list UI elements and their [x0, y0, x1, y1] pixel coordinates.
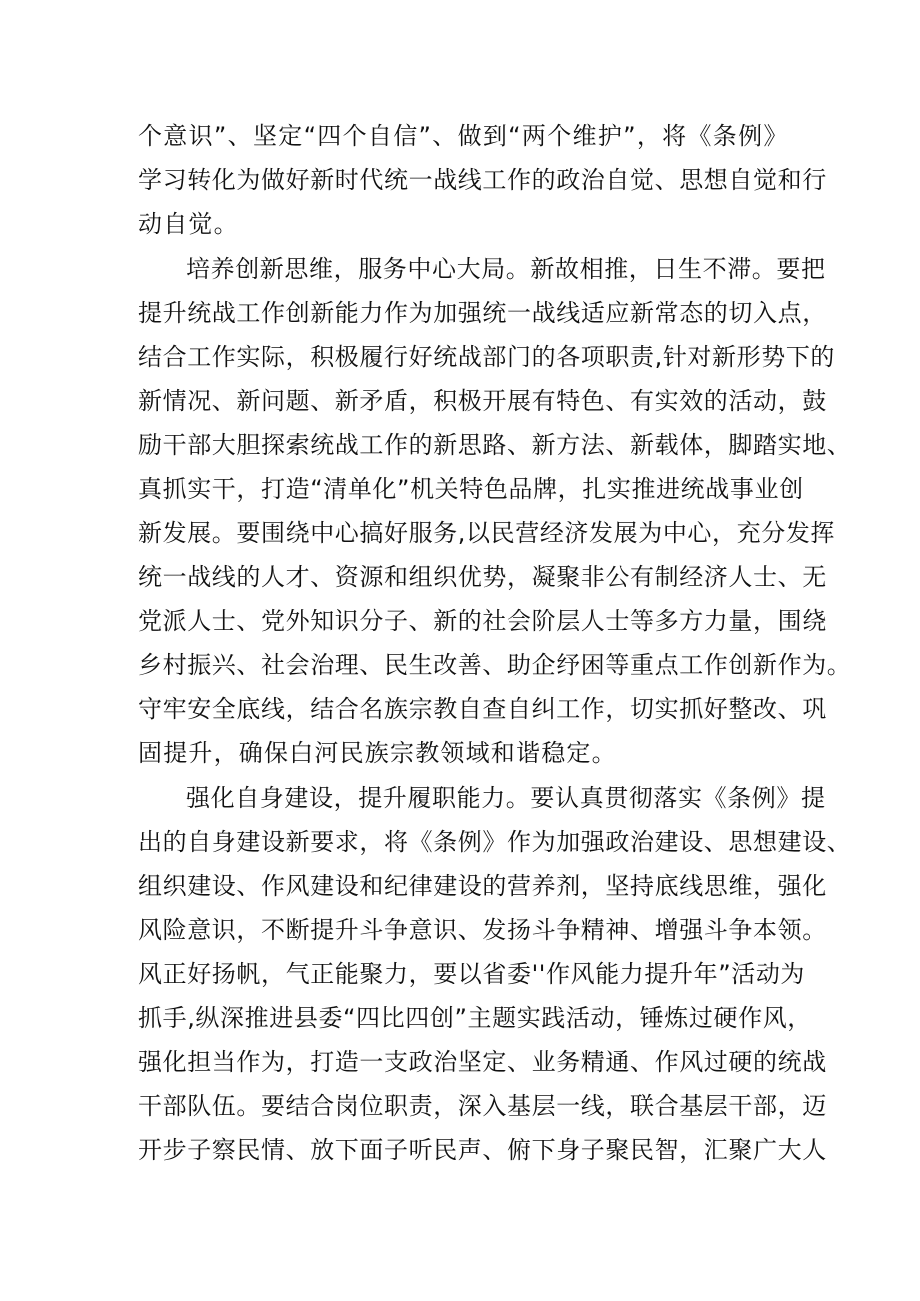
- text-line: 固提升，确保白河民族宗教领域和谐稳定。: [138, 739, 617, 767]
- text-line: 强化自身建设，提升履职能力。要认真贯彻落实《条例》提: [186, 784, 826, 812]
- text-line: 干部队伍。要结合岗位职责，深入基层一线，联合基层干部，迈: [138, 1092, 827, 1120]
- text-line: 动自觉。: [138, 210, 239, 238]
- text-line: 提升统战工作创新能力作为加强统一战线适应新常态的切入点，: [138, 299, 827, 327]
- text-line: 风险意识，不断提升斗争意识、发扬斗争精神、增强斗争本领。: [138, 916, 827, 944]
- text-line: 乡村振兴、社会治理、民生改善、助企纾困等重点工作创新作为。: [138, 651, 852, 679]
- text-line: 新情况、新问题、新矛盾，积极开展有特色、有实效的活动，鼓: [138, 387, 827, 415]
- text-line: 出的自身建设新要求，将《条例》作为加强政治建设、思想建设、: [138, 828, 852, 856]
- text-line: 守牢安全底线，结合名族宗教自查自纠工作，切实抓好整改、巩: [138, 695, 827, 723]
- text-line: 个意识”、坚定“四个自信”、做到“两个维护”，将《条例》: [138, 122, 788, 150]
- text-line: 统一战线的人才、资源和组织优势，凝聚非公有制经济人士、无: [138, 563, 827, 591]
- text-line: 励干部大胆探索统战工作的新思路、新方法、新载体，脚踏实地、: [138, 431, 852, 459]
- text-line: 培养创新思维，服务中心大局。新故相推，日生不滞。要把: [186, 255, 826, 283]
- text-line: 党派人士、党外知识分子、新的社会阶层人士等多方力量，围绕: [138, 607, 827, 635]
- text-line: 新发展。要围绕中心搞好服务,以民营经济发展为中心，充分发挥: [138, 519, 836, 547]
- text-line: 学习转化为做好新时代统一战线工作的政治自觉、思想自觉和行: [138, 166, 827, 194]
- text-line: 风正好扬帆，气正能聚力，要以省委''作风能力提升年”活动为: [138, 960, 806, 988]
- text-line: 组织建设、作风建设和纪律建设的营养剂，坚持底线思维，强化: [138, 872, 827, 900]
- text-line: 强化担当作为，打造一支政治坚定、业务精通、作风过硬的统战: [138, 1048, 827, 1076]
- text-line: 开步子察民情、放下面子听民声、俯下身子聚民智，汇聚广大人: [138, 1136, 827, 1164]
- text-line: 抓手,纵深推进县委“四比四创”主题实践活动，锤炼过硬作风，: [138, 1004, 812, 1032]
- text-line: 真抓实干，打造“清单化”机关特色品牌，扎实推进统战事业创: [138, 475, 804, 503]
- text-line: 结合工作实际，积极履行好统战部门的各项职责,针对新形势下的: [138, 343, 836, 371]
